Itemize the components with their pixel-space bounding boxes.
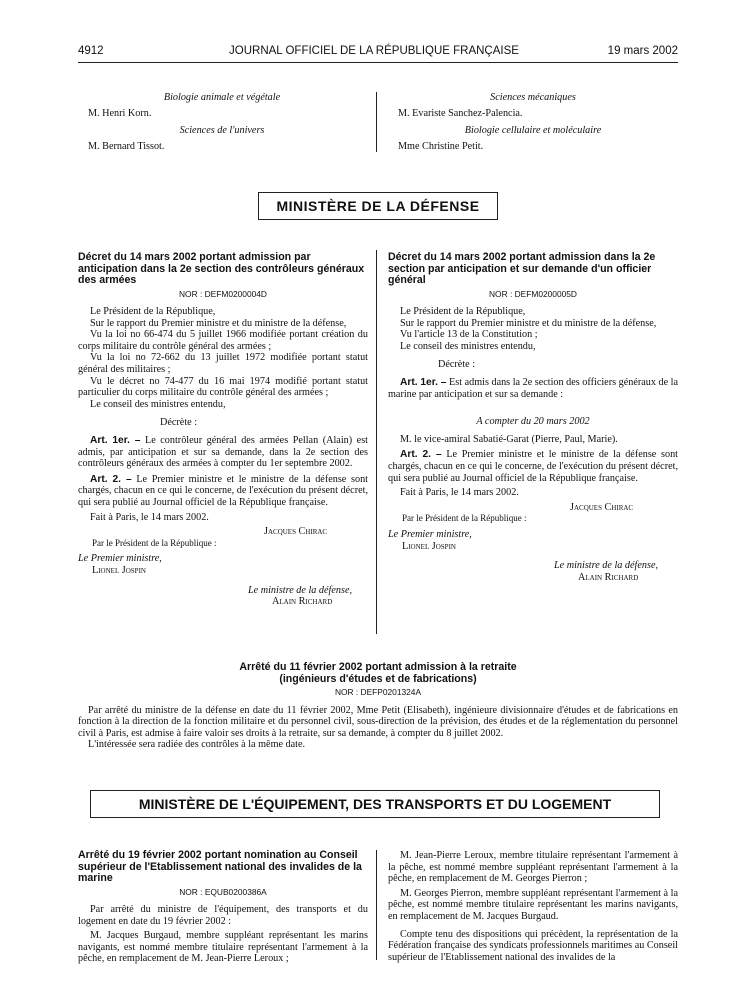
par-line: Par le Président de la République : <box>92 537 217 548</box>
decree-title: Décret du 14 mars 2002 portant admission par anticipation dans la 2e section des contrôleurs généraux des armées <box>78 251 365 286</box>
section-heading: Biologie animale et végétale <box>163 92 281 103</box>
top-left-list <box>78 92 366 152</box>
arrete-invalides-right <box>388 850 678 963</box>
date-heading: A compter du 20 mars 2002 <box>476 416 590 428</box>
paragraph: Vu l'article 13 de la Constitution ; <box>400 329 538 341</box>
arrete-title: Arrêté du 11 février 2002 portant admission à la retraite <box>239 661 517 673</box>
fait-line: Fait à Paris, le 14 mars 2002. <box>400 487 519 499</box>
member-name: Mme Christine Petit. <box>398 140 484 152</box>
person-line: M. le vice-amiral Sabatié-Garat (Pierre, Paul, Marie). <box>400 433 618 445</box>
paragraph: Le conseil des ministres entendu, <box>90 398 226 410</box>
member-name: M. Bernard Tissot. <box>88 140 165 152</box>
article-1 <box>78 435 368 470</box>
paragraph: M. Jean-Pierre Leroux, membre titulaire représentant l'armement à la pêche, est nommé membre suppléant représentant l'armement à la pêche, en remplacement de M. Georges Pierron ; <box>388 850 678 885</box>
paragraph: Sur le rapport du Premier ministre et du ministre de la défense, <box>400 317 657 329</box>
journal-title: JOURNAL OFFICIEL DE LA RÉPUBLIQUE FRANÇAISE <box>229 45 519 57</box>
minister-name: Alain Richard <box>272 596 333 608</box>
section-heading: Biologie cellulaire et moléculaire <box>464 125 602 137</box>
section-heading: Sciences de l'univers <box>179 125 265 137</box>
nor-reference: NOR : EQUB0200386A <box>179 886 267 897</box>
pm-title: Le Premier ministre, <box>78 553 162 565</box>
fait-line: Fait à Paris, le 14 mars 2002. <box>90 511 209 523</box>
decrete-label: Décrète : <box>438 359 476 371</box>
nor-reference: NOR : DEFM0200005D <box>489 288 577 299</box>
paragraph: Le Président de la République, <box>400 306 526 318</box>
paragraph: Vu la loi no 66-474 du 5 juillet 1966 modifiée portant création du corps militaire du contrôle général des armées ; <box>78 329 368 352</box>
article-text: Le contrôleur général des armées Pellan (Alain) est admis, par anticipation et sur sa demande, dans la 2e section des contrôleurs généraux des armées à compter du 1er septembre 2002. <box>78 435 369 470</box>
minister-name: Alain Richard <box>578 571 639 583</box>
column-divider <box>376 92 377 152</box>
page-number: 4912 <box>78 45 104 57</box>
arrete-body: Par arrêté du ministre de la défense en date du 11 février 2002, Mme Petit (Elisabeth), ingénieure divisionnaire d'études et de fabrications en fonction à la direction de la fonction militaire et du personnel civil, sous-direction de la prévision, des études et de la réglementation du personnel civil à Paris, est admise à faire valoir ses droits à la retraite, sur sa demande, à compter du 8 juillet 2002. <box>78 704 678 739</box>
article-1 <box>388 377 678 400</box>
paragraph: M. Jacques Burgaud, membre suppléant représentant les marins navigants, est nommé membre titulaire représentant l'armement à la pêche, en remplacement de M. Jean-Pierre Leroux ; <box>78 930 368 965</box>
article-2 <box>78 474 368 509</box>
pm-name: Lionel Jospin <box>92 564 146 576</box>
article-text: Est admis dans la 2e section des officiers généraux de la marine par anticipation et sur sa demande : <box>388 377 679 400</box>
arrete-invalides-left <box>78 850 368 965</box>
paragraph: Le conseil des ministres entendu, <box>400 340 536 352</box>
column-divider <box>376 850 377 960</box>
pm-title: Le Premier ministre, <box>388 529 472 540</box>
minister-title: Le ministre de la défense, <box>554 560 659 572</box>
ministry-defense-heading <box>258 192 498 220</box>
paragraph: M. Georges Pierron, membre suppléant représentant l'armement à la pêche, est nommé membre titulaire représentant les marins navigants, en remplacement de M. Jacques Burgaud. <box>388 887 678 922</box>
signer-name: Jacques Chirac <box>264 526 328 538</box>
minister-title: Le ministre de la défense, <box>248 584 353 596</box>
paragraph: Par arrêté du ministre de l'équipement, des transports et du logement en date du 19 février 2002 : <box>78 904 368 927</box>
article-label: Art. 2. – <box>400 449 442 461</box>
par-line: Par le Président de la République : <box>402 513 527 524</box>
pm-name: Lionel Jospin <box>402 540 456 552</box>
column-divider <box>376 250 377 634</box>
decree-right <box>388 252 678 583</box>
issue-date: 19 mars 2002 <box>607 45 678 57</box>
article-2 <box>388 449 678 484</box>
article-text: Le Premier ministre et le ministre de la défense sont chargés, chacun en ce qui le concerne, de l'exécution du présent décret, qui sera publié au Journal officiel de la République française. <box>388 449 678 484</box>
top-right-list <box>388 92 678 152</box>
nor-reference: NOR : DEFP0201324A <box>334 687 422 697</box>
decree-title: Décret du 14 mars 2002 portant admission dans la 2e section par anticipation et sur demande d'un officier général <box>388 251 656 286</box>
arrete-body-2: L'intéressée sera radiée des contrôles à la même date. <box>88 739 306 751</box>
article-label: Art. 1er. – <box>400 377 447 389</box>
signer-name: Jacques Chirac <box>570 501 634 513</box>
header-rule <box>78 62 678 63</box>
arrete-retraite <box>78 662 678 751</box>
decree-left <box>78 252 368 608</box>
paragraph: Vu la loi no 72-662 du 13 juillet 1972 modifiée portant statut général des militaires ; <box>78 352 368 376</box>
ministry-equipement-label: MINISTÈRE DE L'ÉQUIPEMENT, DES TRANSPORTS ET DU LOGEMENT <box>138 796 612 812</box>
section-heading: Sciences mécaniques <box>490 92 576 103</box>
paragraph: Le Président de la République, <box>90 306 216 318</box>
article-label: Art. 1er. – <box>90 435 141 447</box>
article-label: Art. 2. – <box>90 473 132 485</box>
paragraph: Vu le décret no 74-477 du 16 mai 1974 modifié portant statut particulier du corps militaire du contrôle général des armées ; <box>78 375 368 399</box>
member-name: M. Henri Korn. <box>88 107 152 119</box>
nor-reference: NOR : DEFM0200004D <box>179 288 267 299</box>
ministry-defense-label: MINISTÈRE DE LA DÉFENSE <box>276 198 480 214</box>
ministry-equipement-heading <box>90 790 660 818</box>
article-text: Le Premier ministre et le ministre de la défense sont chargés, chacun en ce qui le concerne, de l'exécution du présent décret, qui sera publié au Journal officiel de la République française. <box>78 473 368 508</box>
decrete-label: Décrète : <box>160 417 198 429</box>
paragraph: Compte tenu des dispositions qui précèdent, la représentation de la Fédération française des syndicats professionnels maritimes au Conseil supérieur de l'Etablissement national des invalides de la <box>388 928 678 963</box>
arrete-title: Arrêté du 19 février 2002 portant nomination au Conseil supérieur de l'Etablissement national des invalides de la marine <box>78 849 362 884</box>
member-name: M. Evariste Sanchez-Palencia. <box>398 107 523 119</box>
arrete-subtitle: (ingénieurs d'études et de fabrications) <box>279 672 477 685</box>
paragraph: Sur le rapport du Premier ministre et du ministre de la défense, <box>90 317 347 329</box>
